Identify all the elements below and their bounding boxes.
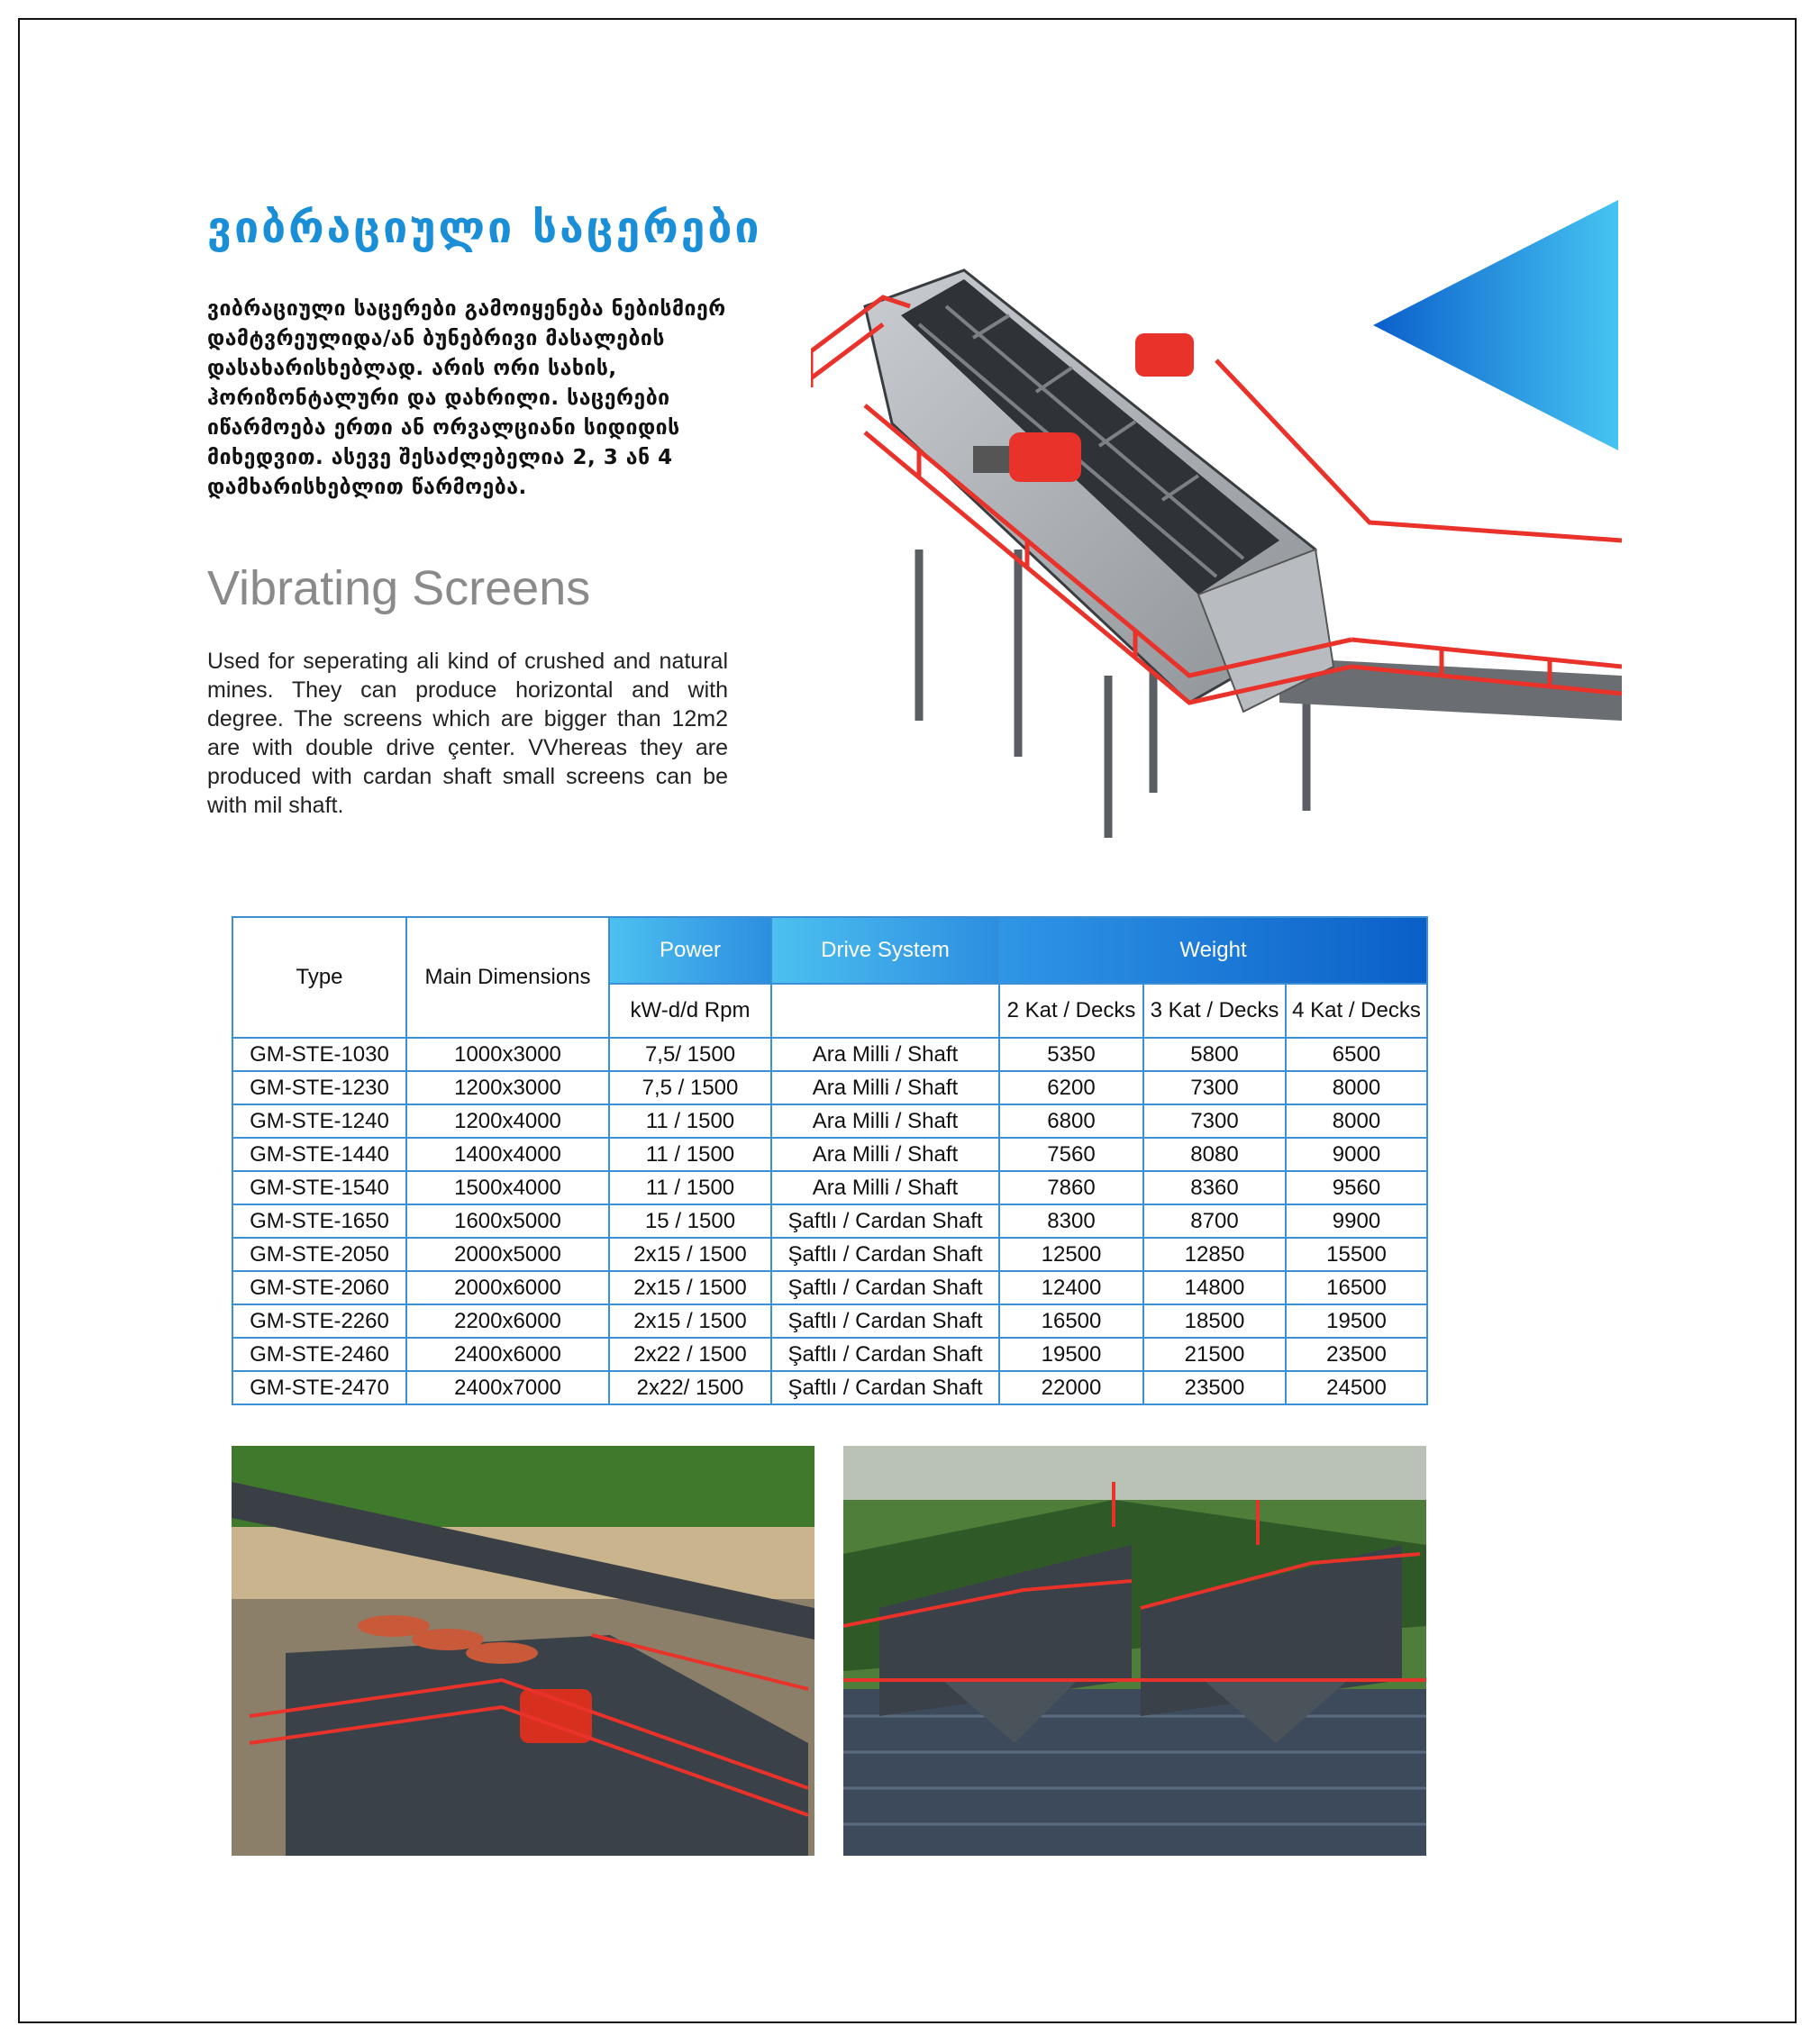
cell-weight-3: 12850 xyxy=(1143,1238,1286,1271)
cell-type: GM-STE-1030 xyxy=(232,1038,406,1071)
cell-type: GM-STE-1540 xyxy=(232,1171,406,1204)
cell-power: 11 / 1500 xyxy=(609,1171,771,1204)
table-row xyxy=(232,1371,1427,1404)
cell-drive: Şaftlı / Cardan Shaft xyxy=(771,1338,999,1371)
cell-weight-3: 7300 xyxy=(1143,1071,1286,1104)
cell-drive: Ara Milli / Shaft xyxy=(771,1138,999,1171)
header-deck-3: 3 Kat / Decks xyxy=(1143,984,1286,1038)
table-row xyxy=(232,1271,1427,1304)
cell-weight-3: 8360 xyxy=(1143,1171,1286,1204)
cell-weight-2: 12500 xyxy=(999,1238,1143,1271)
cell-power: 15 / 1500 xyxy=(609,1204,771,1238)
table-body xyxy=(232,1038,1427,1404)
cell-dimensions: 2400x7000 xyxy=(406,1371,609,1404)
table-row xyxy=(232,1104,1427,1138)
cell-weight-3: 14800 xyxy=(1143,1271,1286,1304)
cell-power: 11 / 1500 xyxy=(609,1138,771,1171)
table-row xyxy=(232,1238,1427,1271)
cell-weight-4: 9000 xyxy=(1286,1138,1427,1171)
cell-drive: Ara Milli / Shaft xyxy=(771,1038,999,1071)
heading-english: Vibrating Screens xyxy=(207,561,591,615)
cell-type: GM-STE-1650 xyxy=(232,1204,406,1238)
cell-type: GM-STE-2460 xyxy=(232,1338,406,1371)
cell-power: 2x15 / 1500 xyxy=(609,1304,771,1338)
cell-weight-2: 22000 xyxy=(999,1371,1143,1404)
cell-weight-4: 23500 xyxy=(1286,1338,1427,1371)
heading-georgian: ვიბრაციული საცერები xyxy=(207,203,762,253)
cell-drive: Şaftlı / Cardan Shaft xyxy=(771,1204,999,1238)
cell-dimensions: 1500x4000 xyxy=(406,1171,609,1204)
cell-dimensions: 2400x6000 xyxy=(406,1338,609,1371)
cell-power: 2x22 / 1500 xyxy=(609,1338,771,1371)
description-english: Used for seperating ali kind of crushed and natural mines. They can produce horizontal and with degree. The screens which are bigger than 12m2 are with double drive çenter. VVhereas they are produced with cardan shaft small screens can be with mil shaft. xyxy=(207,649,728,818)
cell-weight-3: 23500 xyxy=(1143,1371,1286,1404)
cell-type: GM-STE-1230 xyxy=(232,1071,406,1104)
cell-type: GM-STE-2260 xyxy=(232,1304,406,1338)
cell-weight-3: 5800 xyxy=(1143,1038,1286,1071)
cell-type: GM-STE-2470 xyxy=(232,1371,406,1404)
cell-weight-3: 7300 xyxy=(1143,1104,1286,1138)
header-type: Type xyxy=(232,917,406,1038)
table-row xyxy=(232,1304,1427,1338)
cell-type: GM-STE-2060 xyxy=(232,1271,406,1304)
cell-dimensions: 1400x4000 xyxy=(406,1138,609,1171)
cell-weight-3: 8080 xyxy=(1143,1138,1286,1171)
cell-weight-4: 6500 xyxy=(1286,1038,1427,1071)
cell-dimensions: 2000x6000 xyxy=(406,1271,609,1304)
cell-drive: Şaftlı / Cardan Shaft xyxy=(771,1371,999,1404)
cell-weight-2: 19500 xyxy=(999,1338,1143,1371)
description-georgian: ვიბრაციული საცერები გამოიყენება ნებისმიერ დამტვრეულიდა/ან ბუნებრივი მასალების დასახარისხებლად. არის ორი სახის, ჰორიზონტალური და დახრილი. საცერები იწარმოება ერთი ან ორვალციანი სიდიდის მიხედვით. ასევე შესაძლებელია 2, 3 ან 4 დამხარისხებლით წარმოება. xyxy=(207,297,726,499)
specifications-table xyxy=(232,916,1428,1405)
cell-dimensions: 1200x3000 xyxy=(406,1071,609,1104)
header-drive-empty xyxy=(771,984,999,1038)
table-row xyxy=(232,1138,1427,1171)
header-main-dimensions: Main Dimensions xyxy=(406,917,609,1038)
cell-type: GM-STE-1240 xyxy=(232,1104,406,1138)
cell-weight-4: 15500 xyxy=(1286,1238,1427,1271)
vibrating-screen-illustration xyxy=(811,252,1622,883)
cell-weight-2: 7860 xyxy=(999,1171,1143,1204)
cell-weight-4: 8000 xyxy=(1286,1104,1427,1138)
cell-weight-2: 16500 xyxy=(999,1304,1143,1338)
cell-weight-2: 12400 xyxy=(999,1271,1143,1304)
cell-drive: Şaftlı / Cardan Shaft xyxy=(771,1304,999,1338)
cell-weight-3: 18500 xyxy=(1143,1304,1286,1338)
table-row xyxy=(232,1038,1427,1071)
header-power-unit: kW-d/d Rpm xyxy=(609,984,771,1038)
cell-weight-4: 16500 xyxy=(1286,1271,1427,1304)
cell-weight-4: 19500 xyxy=(1286,1304,1427,1338)
cell-weight-2: 6200 xyxy=(999,1071,1143,1104)
cell-dimensions: 1000x3000 xyxy=(406,1038,609,1071)
cell-dimensions: 2200x6000 xyxy=(406,1304,609,1338)
cell-power: 7,5/ 1500 xyxy=(609,1038,771,1071)
photo-screen-plant xyxy=(843,1446,1426,1856)
header-power: Power xyxy=(609,917,771,984)
cell-drive: Şaftlı / Cardan Shaft xyxy=(771,1238,999,1271)
cell-weight-3: 21500 xyxy=(1143,1338,1286,1371)
cell-dimensions: 1600x5000 xyxy=(406,1204,609,1238)
cell-drive: Ara Milli / Shaft xyxy=(771,1171,999,1204)
cell-dimensions: 1200x4000 xyxy=(406,1104,609,1138)
cell-weight-4: 9560 xyxy=(1286,1171,1427,1204)
cell-type: GM-STE-1440 xyxy=(232,1138,406,1171)
header-drive-system: Drive System xyxy=(771,917,999,984)
table-row xyxy=(232,1071,1427,1104)
header-weight: Weight xyxy=(999,917,1427,984)
cell-weight-4: 9900 xyxy=(1286,1204,1427,1238)
cell-weight-3: 8700 xyxy=(1143,1204,1286,1238)
cell-drive: Ara Milli / Shaft xyxy=(771,1104,999,1138)
cell-power: 2x15 / 1500 xyxy=(609,1238,771,1271)
cell-weight-2: 5350 xyxy=(999,1038,1143,1071)
cell-weight-2: 7560 xyxy=(999,1138,1143,1171)
table-row xyxy=(232,1204,1427,1238)
table-row xyxy=(232,1171,1427,1204)
cell-power: 2x22/ 1500 xyxy=(609,1371,771,1404)
cell-dimensions: 2000x5000 xyxy=(406,1238,609,1271)
photo-installed-screen-site xyxy=(232,1446,815,1856)
cell-weight-2: 6800 xyxy=(999,1104,1143,1138)
header-deck-2: 2 Kat / Decks xyxy=(999,984,1143,1038)
cell-type: GM-STE-2050 xyxy=(232,1238,406,1271)
cell-power: 11 / 1500 xyxy=(609,1104,771,1138)
cell-power: 2x15 / 1500 xyxy=(609,1271,771,1304)
cell-drive: Şaftlı / Cardan Shaft xyxy=(771,1271,999,1304)
table-row xyxy=(232,1338,1427,1371)
cell-weight-4: 8000 xyxy=(1286,1071,1427,1104)
cell-weight-2: 8300 xyxy=(999,1204,1143,1238)
header-deck-4: 4 Kat / Decks xyxy=(1286,984,1427,1038)
cell-drive: Ara Milli / Shaft xyxy=(771,1071,999,1104)
cell-weight-4: 24500 xyxy=(1286,1371,1427,1404)
cell-power: 7,5 / 1500 xyxy=(609,1071,771,1104)
